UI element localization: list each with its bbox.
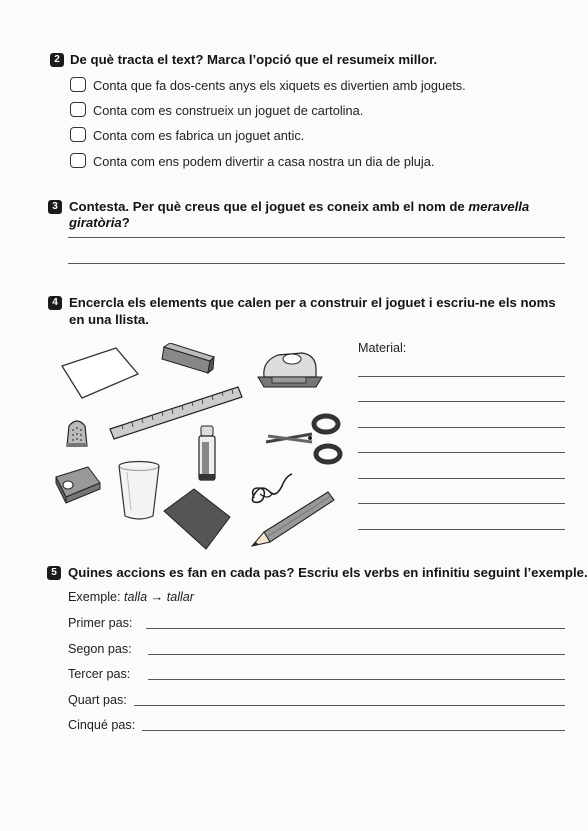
option-3-checkbox[interactable] xyxy=(70,127,86,142)
material-line-6[interactable] xyxy=(358,503,565,504)
example-line xyxy=(68,589,194,605)
step-3-label: Tercer pas: xyxy=(68,667,131,681)
glue-stick-icon[interactable] xyxy=(196,424,220,484)
question-4-prompt-line2: en una llista. xyxy=(69,312,149,327)
step-2-line[interactable] xyxy=(148,654,565,655)
scissors-icon[interactable] xyxy=(262,410,344,468)
question-2-prompt: De què tracta el text? Marca l’opció que el resumeix millor. xyxy=(70,52,438,67)
material-line-4[interactable] xyxy=(358,452,565,453)
pencil-icon[interactable] xyxy=(248,486,338,550)
question-3-prompt xyxy=(69,199,588,231)
question-4-prompt-line1: Encercla els elements que calen per a construir el joguet i escriu-ne els noms xyxy=(69,295,556,310)
question-3-number: 3 xyxy=(48,200,62,214)
option-1-checkbox[interactable] xyxy=(70,77,86,92)
step-1-line[interactable] xyxy=(146,628,565,629)
material-label: Material: xyxy=(358,341,407,355)
option-1-text: Conta que fa dos-cents anys els xiquets es divertien amb joguets. xyxy=(93,78,466,93)
step-5-line[interactable] xyxy=(142,730,565,731)
question-2-number: 2 xyxy=(50,53,64,67)
material-line-7[interactable] xyxy=(358,529,565,530)
eraser-icon[interactable] xyxy=(158,343,220,379)
option-4-text: Conta com ens podem divertir a casa nostra un dia de pluja. xyxy=(93,154,435,169)
question-5-number: 5 xyxy=(47,566,61,580)
step-1-label: Primer pas: xyxy=(68,616,133,630)
ruler-icon[interactable] xyxy=(106,381,246,447)
answer-line-q3-1[interactable] xyxy=(68,237,565,238)
question-3-prompt-end: ? xyxy=(121,215,130,230)
cardboard-sheet-icon[interactable] xyxy=(160,485,232,555)
question-3-prompt-italic: meravella giratòria xyxy=(69,199,530,230)
step-2-label: Segon pas: xyxy=(68,642,132,656)
plastic-cup-icon[interactable] xyxy=(115,460,163,522)
material-line-3[interactable] xyxy=(358,427,565,428)
option-3-text: Conta com es fabrica un joguet antic. xyxy=(93,128,305,143)
thimble-icon[interactable] xyxy=(64,416,90,448)
example-from: talla xyxy=(124,590,148,604)
step-5-label: Cinqué pas: xyxy=(68,718,136,732)
pencil-sharpener-icon[interactable] xyxy=(52,463,104,505)
question-5-prompt: Quines accions es fan en cada pas? Escriu els verbs en infinitiu seguint l’exemple. xyxy=(68,565,588,580)
step-4-line[interactable] xyxy=(134,705,565,706)
option-2-text: Conta com es construeix un joguet de cartolina. xyxy=(93,103,364,118)
option-4-checkbox[interactable] xyxy=(70,153,86,168)
step-4-label: Quart pas: xyxy=(68,693,127,707)
answer-line-q3-2[interactable] xyxy=(68,263,565,264)
example-label: Exemple: xyxy=(68,590,124,604)
question-4-number: 4 xyxy=(48,296,62,310)
option-2-checkbox[interactable] xyxy=(70,102,86,117)
question-3-prompt-start: Contesta. Per què creus que el joguet es coneix amb el nom de xyxy=(69,199,469,214)
material-line-5[interactable] xyxy=(358,478,565,479)
step-3-line[interactable] xyxy=(148,679,565,680)
material-line-2[interactable] xyxy=(358,401,565,402)
hole-punch-icon[interactable] xyxy=(254,347,326,395)
example-to: tallar xyxy=(166,590,194,604)
example-arrow: → xyxy=(147,590,167,604)
material-line-1[interactable] xyxy=(358,376,565,377)
